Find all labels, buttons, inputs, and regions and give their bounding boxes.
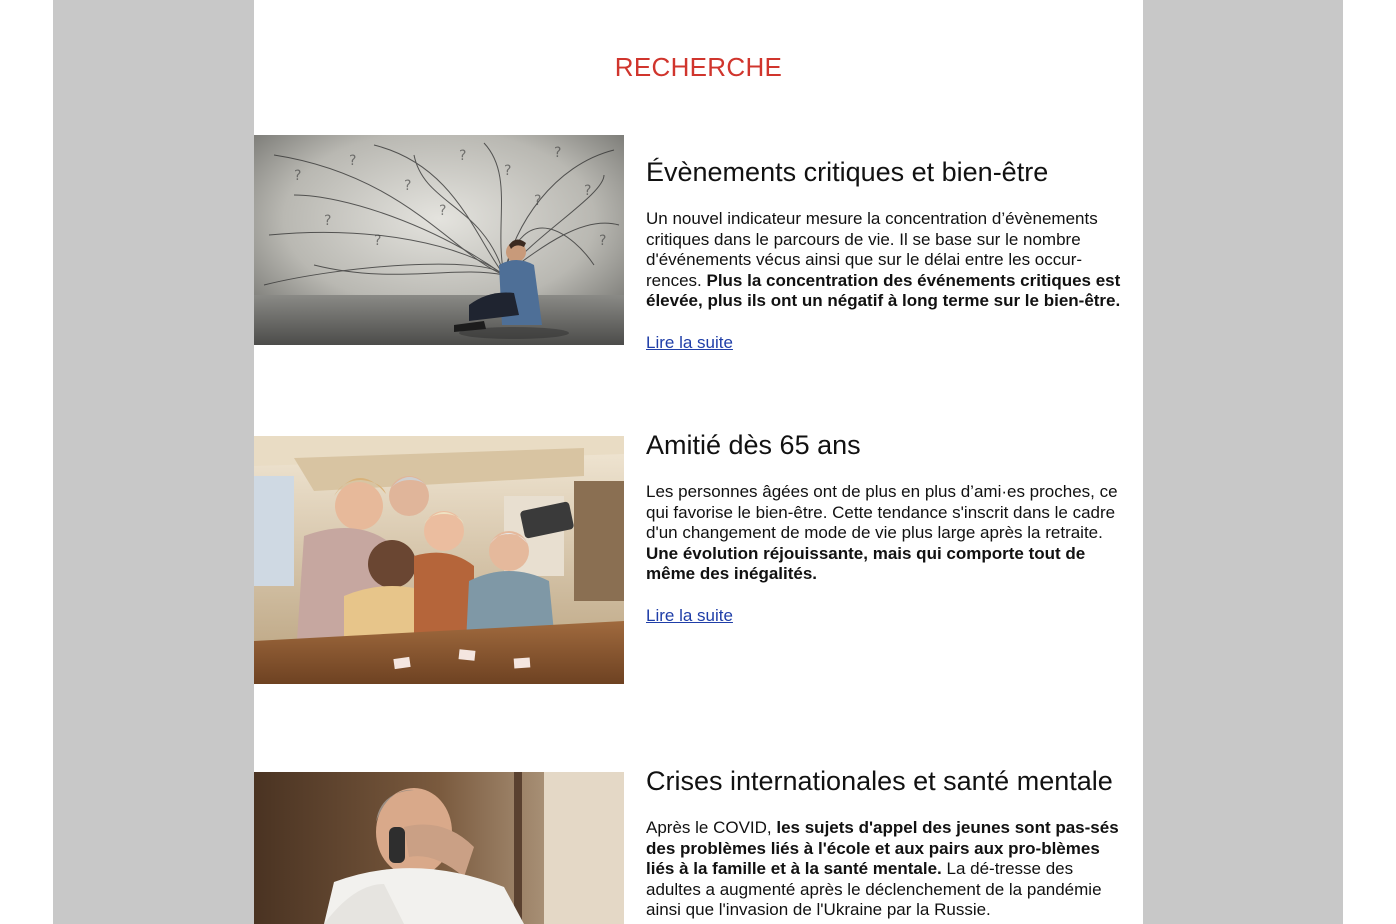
article-summary: Les personnes âgées ont de plus en plus d’ami·es proches, ce qui favorise le bien-être. Cette tendance s'inscrit dans le cadre d'un changement de mode de vie plus large après la retraite. Une évolution réjouissante, mais qui comporte tout de même des inégalités. bbox=[646, 482, 1118, 584]
article-image bbox=[254, 772, 624, 924]
svg-text:?: ? bbox=[324, 213, 332, 229]
svg-text:?: ? bbox=[294, 168, 302, 184]
svg-text:?: ? bbox=[404, 178, 412, 194]
article-content bbox=[646, 428, 1126, 626]
article-summary: Un nouvel indicateur mesure la concentration d’évènements critiques dans le parcours de vie. Il se base sur le nombre d'événements vécus ainsi que sur le délai entre les occur-rences. Plus la concentration des événements critiques est élevée, plus ils ont un négatif à long terme sur le bien-être. bbox=[646, 209, 1121, 311]
newsletter-sheet bbox=[254, 0, 1143, 924]
article-friendship bbox=[254, 430, 1143, 716]
read-more-link[interactable]: Lire la suite bbox=[646, 605, 733, 625]
article-summary: Après le COVID, les sujets d'appel des jeunes sont pas-sés des problèmes liés à l'école et aux pairs aux pro-blèmes liés à la famille et à la santé mentale. La dé-tresse des adultes a augmenté après le déclenchement de la pandémie ainsi que l'invasion de l'Ukraine par la Russie. bbox=[646, 818, 1119, 920]
svg-text:?: ? bbox=[534, 193, 542, 209]
article-summary-emphasis: Une évolution réjouissante, mais qui comporte tout de même des inégalités. bbox=[646, 543, 1086, 584]
article-content bbox=[646, 764, 1126, 921]
svg-text:?: ? bbox=[584, 183, 592, 199]
article-title: Évènements critiques et bien-être bbox=[646, 157, 1049, 187]
article-image bbox=[254, 135, 624, 345]
svg-text:?: ? bbox=[459, 148, 467, 164]
svg-text:?: ? bbox=[349, 153, 357, 169]
svg-text:?: ? bbox=[599, 233, 607, 249]
article-content bbox=[646, 155, 1126, 353]
article-international-crises bbox=[254, 766, 1143, 924]
svg-text:?: ? bbox=[374, 233, 382, 249]
article-image bbox=[254, 436, 624, 684]
read-more-link[interactable]: Lire la suite bbox=[646, 332, 733, 352]
article-title: Amitié dès 65 ans bbox=[646, 430, 861, 460]
svg-text:?: ? bbox=[554, 145, 562, 161]
svg-text:?: ? bbox=[439, 203, 447, 219]
svg-text:?: ? bbox=[504, 163, 512, 179]
section-title: RECHERCHE bbox=[614, 52, 783, 82]
article-summary-emphasis: les sujets d'appel des jeunes sont pas-sés des problèmes liés à l'école et aux pairs aux pro-blèmes liés à la famille et à la santé mentale. bbox=[646, 818, 1119, 879]
article-title: Crises internationales et santé mentale bbox=[646, 766, 1113, 796]
article-summary-emphasis: Plus la concentration des événements critiques est élevée, plus ils ont un négatif à long terme sur le bien-être. bbox=[646, 270, 1121, 311]
article-critical-events bbox=[254, 135, 1143, 395]
